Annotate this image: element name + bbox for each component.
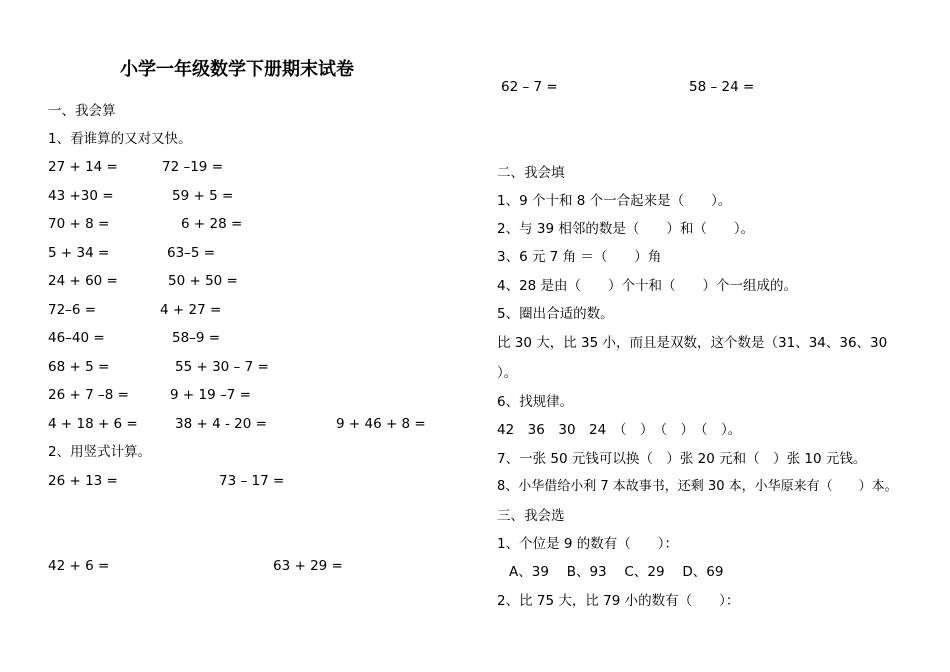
- choice-options: A、39 B、93 C、29 D、69: [509, 564, 724, 580]
- problem: 27 + 14 =: [48, 159, 118, 175]
- fill-item: 6、找规律。: [497, 394, 574, 410]
- fill-item: 42 36 30 24 （ ） （ ） （ ）。: [497, 422, 742, 438]
- question-heading-mental-math: 1、看谁算的又对又快。: [48, 131, 192, 147]
- question-heading-vertical: 2、用竖式计算。: [48, 444, 152, 460]
- problem: 58–9 =: [172, 330, 221, 346]
- vertical-problem: 58 – 24 =: [689, 79, 755, 95]
- problem: 68 + 5 =: [48, 359, 110, 375]
- problem: 5 + 34 =: [48, 245, 110, 261]
- problem: 55 + 30 – 7 =: [175, 359, 269, 375]
- problem: 46–40 =: [48, 330, 105, 346]
- problem: 38 + 4 - 20 =: [175, 416, 267, 432]
- problem: 4 + 18 + 6 =: [48, 416, 138, 432]
- problem: 72–6 =: [48, 302, 97, 318]
- fill-item: 7、一张 50 元钱可以换（ ）张 20 元和（ ）张 10 元钱。: [497, 451, 867, 467]
- problem: 63–5 =: [167, 245, 216, 261]
- fill-item: 比 30 大，比 35 小，而且是双数，这个数是（31、34、36、30: [497, 335, 888, 351]
- choice-question: 1、个位是 9 的数有（ ）：: [497, 536, 679, 552]
- problem: 72 –19 =: [162, 159, 224, 175]
- vertical-problem: 63 + 29 =: [273, 558, 343, 574]
- section-heading-choice: 三、我会选: [497, 508, 565, 524]
- problem: 70 + 8 =: [48, 216, 110, 232]
- section-heading-fill: 二、我会填: [497, 165, 565, 181]
- problem: 50 + 50 =: [168, 273, 238, 289]
- vertical-problem: 62 – 7 =: [501, 79, 558, 95]
- vertical-problem: 73 – 17 =: [219, 473, 285, 489]
- fill-item: 3、6 元 7 角 ＝（ ）角: [497, 249, 662, 265]
- problem: 6 + 28 =: [181, 216, 243, 232]
- fill-item: 4、28 是由（ ）个十和（ ）个一组成的。: [497, 278, 798, 294]
- choice-question: 2、比 75 大，比 79 小的数有（ ）：: [497, 593, 740, 609]
- problem: 24 + 60 =: [48, 273, 118, 289]
- problem: 9 + 46 + 8 =: [336, 416, 426, 432]
- section-heading-calc: 一、我会算: [48, 103, 116, 119]
- fill-item: 8、小华借给小利 7 本故事书，还剩 30 本，小华原来有（ ）本。: [497, 479, 898, 494]
- problem: 4 + 27 =: [160, 302, 222, 318]
- problem: 26 + 7 –8 =: [48, 387, 129, 403]
- vertical-problem: 42 + 6 =: [48, 558, 110, 574]
- problem: 59 + 5 =: [172, 188, 234, 204]
- fill-item: ）。: [497, 365, 518, 381]
- problem: 9 + 19 –7 =: [170, 387, 251, 403]
- page-title: 小学一年级数学下册期末试卷: [120, 59, 354, 80]
- problem: 43 +30 =: [48, 188, 114, 204]
- fill-item: 5、圈出合适的数。: [497, 306, 614, 322]
- fill-item: 2、与 39 相邻的数是（ ）和（ ）。: [497, 221, 755, 237]
- vertical-problem: 26 + 13 =: [48, 473, 118, 489]
- fill-item: 1、9 个十和 8 个一合起来是（ ）。: [497, 193, 732, 209]
